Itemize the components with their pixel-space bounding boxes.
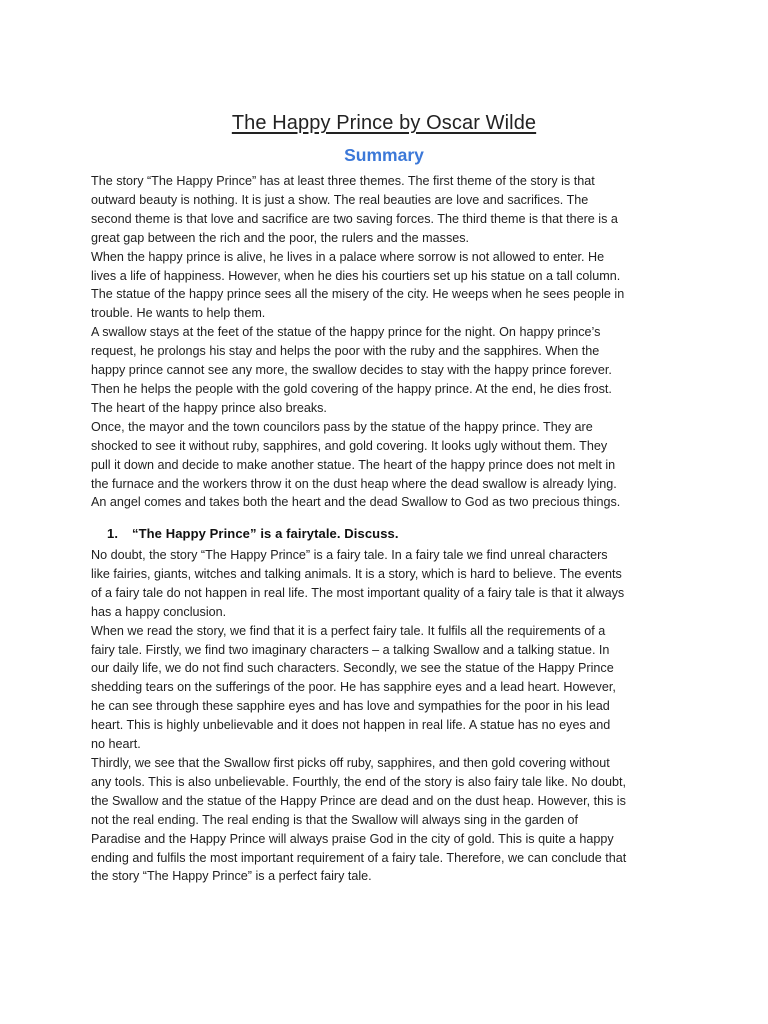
summary-paragraph: Once, the mayor and the town councilors pass by the statue of the happy prince. They are shocked to see it without ruby, sapphires, and gold covering. It looks ugly without them. They pull it down and decide to make another statue. The heart of the happy prince does not melt in the furnace and the workers throw it on the dust heap where the dead swallow is already lying. An angel comes and takes both the heart and the dead Swallow to God as two precious things.	[91, 419, 621, 510]
answer-paragraph: When we read the story, we find that it is a perfect fairy tale. It fulfils all the requirements of a fairy tale. Firstly, we find two imaginary characters – a talking Swallow and a talking statue. In our daily life, we do not find such characters. Secondly, we see the statue of the Happy Prince shedding tears on the sufferings of the poor. He has sapphire eyes and a lead heart. However, he can see through these sapphire eyes and has love and sympathies for the poor in his lead heart. This is highly unbelievable and it does not happen in real life. A statue has no eyes and no heart.	[91, 623, 616, 752]
summary-paragraph: When the happy prince is alive, he lives in a palace where sorrow is not allowed to enter. He lives a life of happiness. However, when he dies his courtiers set up his statue on a tall column. The statue of the happy prince sees all the misery of the city. He weeps when he sees people in trouble. He wants to help them.	[91, 249, 625, 321]
question-text: “The Happy Prince” is a fairytale. Discuss.	[132, 526, 399, 541]
summary-section	[91, 172, 681, 512]
answer-section	[91, 546, 681, 886]
question-number: 1.	[107, 526, 119, 541]
answer-paragraph: Thirdly, we see that the Swallow first picks off ruby, sapphires, and then gold covering without any tools. This is also unbelievable. Fourthly, the end of the story is also fairy tale like. No doubt, the Swallow and the statue of the Happy Prince are dead and on the dust heap. However, this is not the real ending. The real ending is that the Swallow will always sing in the garden of Paradise and the Happy Prince will always praise God in the city of gold. This is quite a happy ending and fulfils the most important requirement of a fairy tale. Therefore, we can conclude that the story “The Happy Prince” is a perfect fairy tale.	[91, 755, 627, 884]
summary-paragraph: A swallow stays at the feet of the statue of the happy prince for the night. On happy prince’s request, he prolongs his stay and helps the poor with the ruby and the sapphires. When the happy prince cannot see any more, the swallow decides to stay with the happy prince forever. Then he helps the people with the gold covering of the happy prince. At the end, he dies frost. The heart of the happy prince also breaks.	[91, 325, 612, 415]
document-title: The Happy Prince by Oscar Wilde	[231, 112, 537, 134]
summary-paragraph: The story “The Happy Prince” has at least three themes. The first theme of the story is that outward beauty is nothing. It is just a show. The real beauties are love and sacrifices. The second theme is that love and sacrifice are two saving forces. The third theme is that there is a great gap between the rich and the poor, the rulers and the masses.	[91, 174, 618, 245]
answer-paragraph: No doubt, the story “The Happy Prince” is a fairy tale. In a fairy tale we find unreal characters like fairies, giants, witches and talking animals. It is a story, which is hard to believe. The events of a fairy tale do not happen in real life. The most important quality of a fairy tale is that it always has a happy conclusion.	[91, 548, 625, 619]
question-heading	[107, 526, 399, 541]
summary-heading: Summary	[344, 145, 424, 165]
